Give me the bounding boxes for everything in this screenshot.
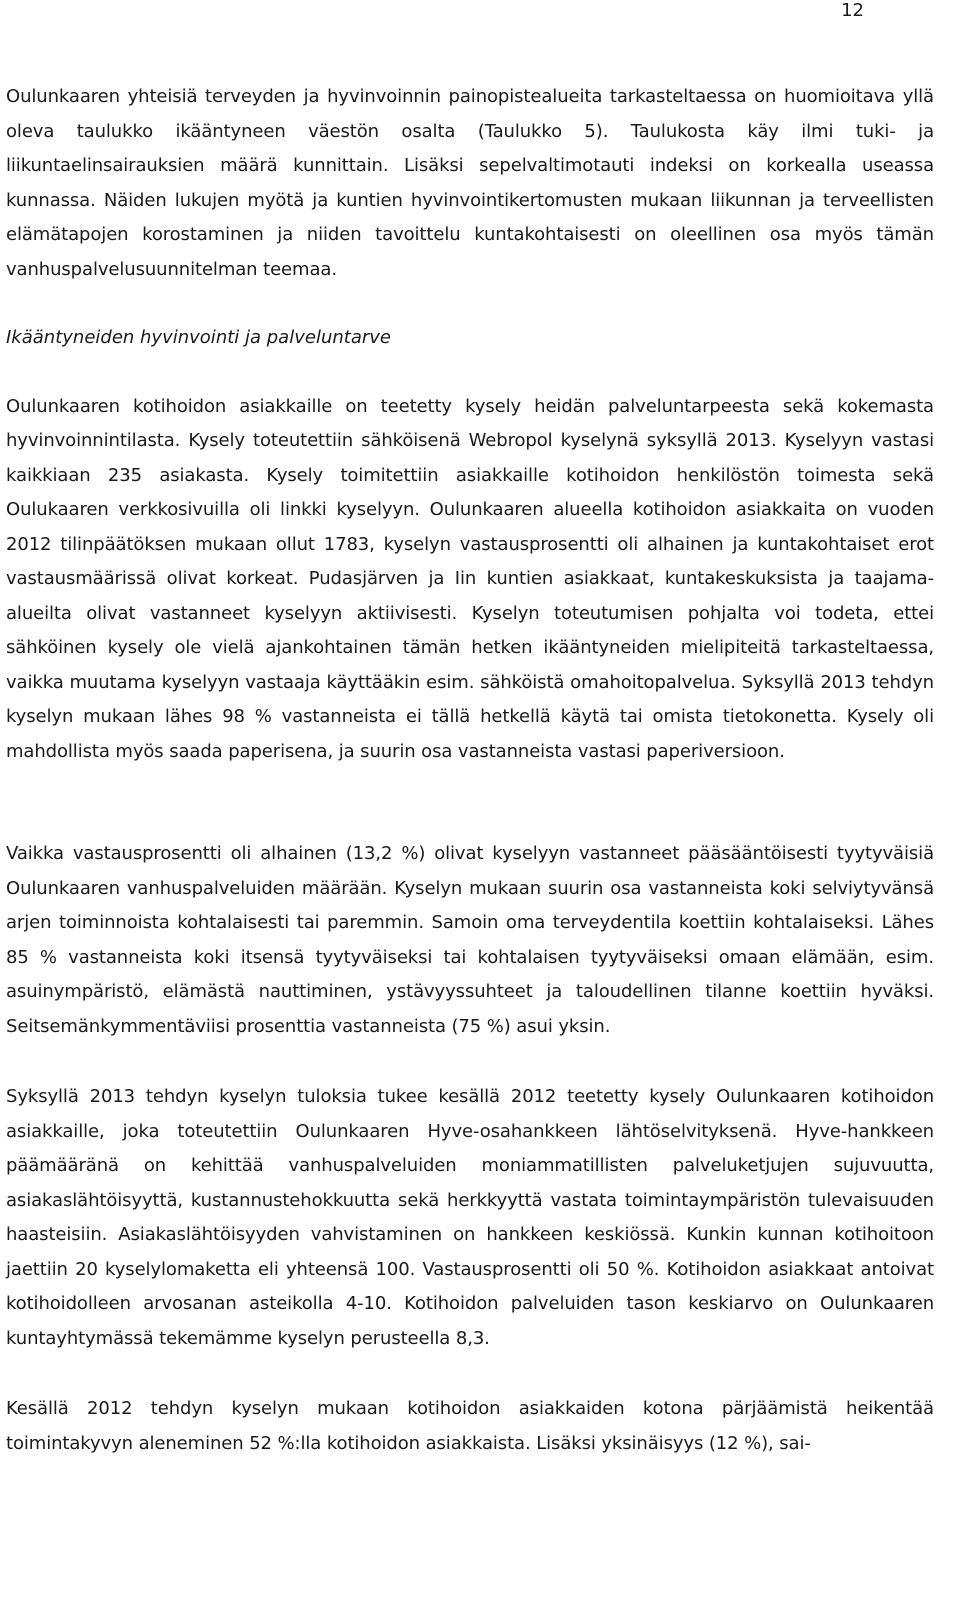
- spacer: [6, 769, 934, 837]
- spacer: [6, 1356, 934, 1392]
- section-heading: Ikääntyneiden hyvinvointi ja palveluntarve: [6, 327, 391, 348]
- spacer: [6, 1044, 934, 1080]
- paragraph-health-priorities: Oulunkaaren yhteisiä terveyden ja hyvinvoinnin painopistealueita tarkasteltaessa on huomioitava yllä oleva taulukko ikääntyneen väestön osalta (Taulukko 5). Taulukosta käy ilmi tuki- ja liikuntaelinsairauksien määrä kunnittain. Lisäksi sepelvaltimotauti indeksi on korkealla useassa kunnassa. Näiden lukujen myötä ja kuntien hyvinvointikertomusten mukaan liikunnan ja terveellisten elämätapojen korostaminen ja niiden tavoittelu kuntakohtaisesti on oleellinen osa myös tämän vanhuspalvelusuunnitelman teemaa.: [6, 86, 934, 280]
- paragraph-summer-survey: Kesällä 2012 tehdyn kyselyn mukaan kotihoidon asiakkaiden kotona pärjäämistä heikentää toimintakyvyn aleneminen 52 %:lla kotihoidon asiakkaista. Lisäksi yksinäisyys (12 %), sai-: [6, 1398, 934, 1454]
- paragraph-hyve-survey: Syksyllä 2013 tehdyn kyselyn tuloksia tukee kesällä 2012 teetetty kysely Oulunkaaren kotihoidon asiakkaille, joka toteutettiin Oulunkaaren Hyve-osahankkeen lähtöselvityksenä. Hyve-hankkeen päämääränä on kehittää vanhuspalveluiden moniammatillisten palveluketjujen sujuvuutta, asiakaslähtöisyyttä, kustannustehokkuutta sekä herkkyyttä vastata toimintaympäristön tulevaisuuden haasteisiin. Asiakaslähtöisyyden vahvistaminen on hankkeen keskiössä. Kunkin kunnan kotihoitoon jaettiin 20 kyselylomaketta eli yhteensä 100. Vastausprosentti oli 50 %. Kotihoidon asiakkaat antoivat kotihoidolleen arvosanan asteikolla 4-10. Kotihoidon palveluiden tason keskiarvo on Oulunkaaren kuntayhtymässä tekemämme kyselyn perusteella 8,3.: [6, 1086, 934, 1349]
- document-body: [6, 80, 934, 1461]
- spacer: [6, 356, 934, 390]
- paragraph-survey-results: Vaikka vastausprosentti oli alhainen (13,2 %) olivat kyselyyn vastanneet pääsääntöisesti tyytyväisiä Oulunkaaren vanhuspalveluiden määrään. Kyselyn mukaan suurin osa vastanneista koki selviytyvänsä arjen toiminnoista kohtalaisesti tai paremmin. Samoin oma terveydentila koettiin kohtalaiseksi. Lähes 85 % vastanneista koki itsensä tyytyväiseksi tai kohtalaisen tyytyväiseksi omaan elämään, esim. asuinympäristö, elämästä nauttiminen, ystävyyssuhteet ja taloudellinen tilanne koettiin hyväksi. Seitsemänkymmentäviisi prosenttia vastanneista (75 %) asui yksin.: [6, 843, 934, 1037]
- spacer: [6, 287, 934, 321]
- paragraph-survey-description: Oulunkaaren kotihoidon asiakkaille on teetetty kysely heidän palveluntarpeesta sekä kokemasta hyvinvoinnintilasta. Kysely toteutettiin sähköisenä Webropol kyselynä syksyllä 2013. Kyselyyn vastasi kaikkiaan 235 asiakasta. Kysely toimitettiin asiakkaille kotihoidon henkilöstön toimesta sekä Oulukaaren verkkosivuilla oli linkki kyselyyn. Oulunkaaren alueella kotihoidon asiakkaita on vuoden 2012 tilinpäätöksen mukaan ollut 1783, kyselyn vastausprosentti oli alhainen ja kuntakohtaiset erot vastausmäärissä olivat korkeat. Pudasjärven ja Iin kuntien asiakkaat, kuntakeskuksista ja taajama-alueilta olivat vastanneet kyselyyn aktiivisesti. Kyselyn toteutumisen pohjalta voi todeta, ettei sähköinen kysely ole vielä ajankohtainen tämän hetken ikääntyneiden mielipiteitä tarkasteltaessa, vaikka muutama kyselyyn vastaaja käyttääkin esim. sähköistä omahoitopalvelua. Syksyllä 2013 tehdyn kyselyn mukaan lähes 98 % vastanneista ei tällä hetkellä käytä tai omista tietokonetta. Kysely oli mahdollista myös saada paperisena, ja suurin osa vastanneista vastasi paperiversioon.: [6, 395, 934, 762]
- page-number: 12: [841, 0, 864, 21]
